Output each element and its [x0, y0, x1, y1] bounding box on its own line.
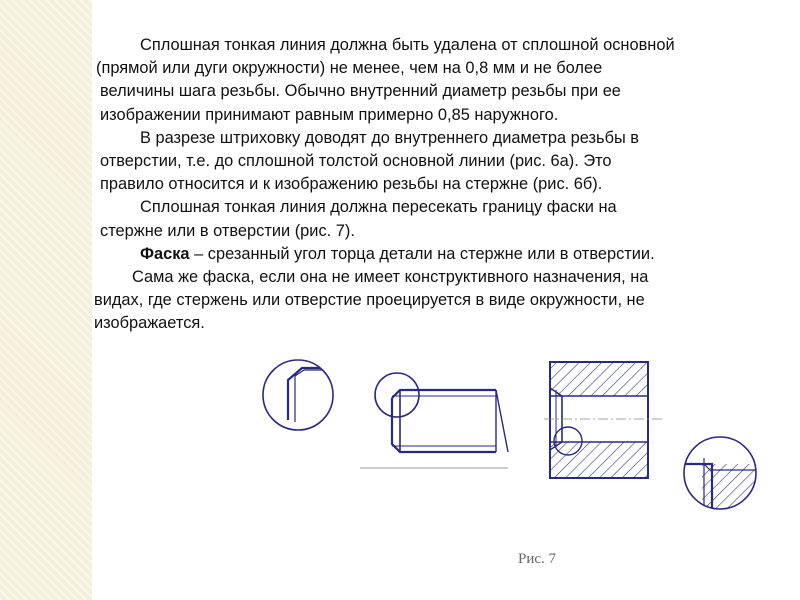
text-line: изображается.	[94, 314, 205, 333]
text-line: величины шага резьбы. Обычно внутренний диаметр резьбы при ее	[100, 82, 621, 101]
text-line: видах, где стержень или отверстие проецируется в виде окружности, не	[94, 291, 645, 310]
text-line: изображении принимают равным примерно 0,85 наружного.	[100, 105, 559, 124]
decorative-side-stripe	[0, 0, 92, 600]
detail-circle-hole-chamfer	[682, 437, 762, 514]
text-line: отверстии, т.е. до сплошной толстой основной линии (рис. 6а). Это	[100, 152, 612, 171]
threaded-hole-section	[544, 362, 662, 478]
definition-line	[94, 243, 798, 266]
text-line: Сплошная тонкая линия должна быть удалена от сплошной основной	[140, 36, 675, 54]
slide-content	[92, 0, 800, 600]
text-line: (прямой или дуги окружности) не менее, чем на 0,8 мм и не более	[96, 59, 603, 78]
body-text	[94, 34, 798, 336]
figure-7-drawing	[92, 340, 800, 580]
text-line: Сплошная тонкая линия должна пересекать границу фаски на	[140, 198, 617, 217]
text-line: стержне или в отверстии (рис. 7).	[100, 221, 355, 240]
text-line: правило относится и к изображению резьбы на стержне (рис. 6б).	[100, 175, 603, 194]
threaded-rod-view	[360, 373, 508, 468]
text-line: Сама же фаска, если она не имеет конструктивного назначения, на	[132, 268, 649, 287]
text-line: В разрезе штриховку доводят до внутреннего диаметра резьбы в	[140, 128, 640, 147]
term-chamfer: Фаска	[140, 244, 190, 263]
figure-caption: Рис. 7	[518, 551, 557, 567]
detail-circle-rod-chamfer	[263, 360, 342, 430]
definition-text: – срезанный угол торца детали на стержне или в отверстии.	[189, 244, 655, 263]
